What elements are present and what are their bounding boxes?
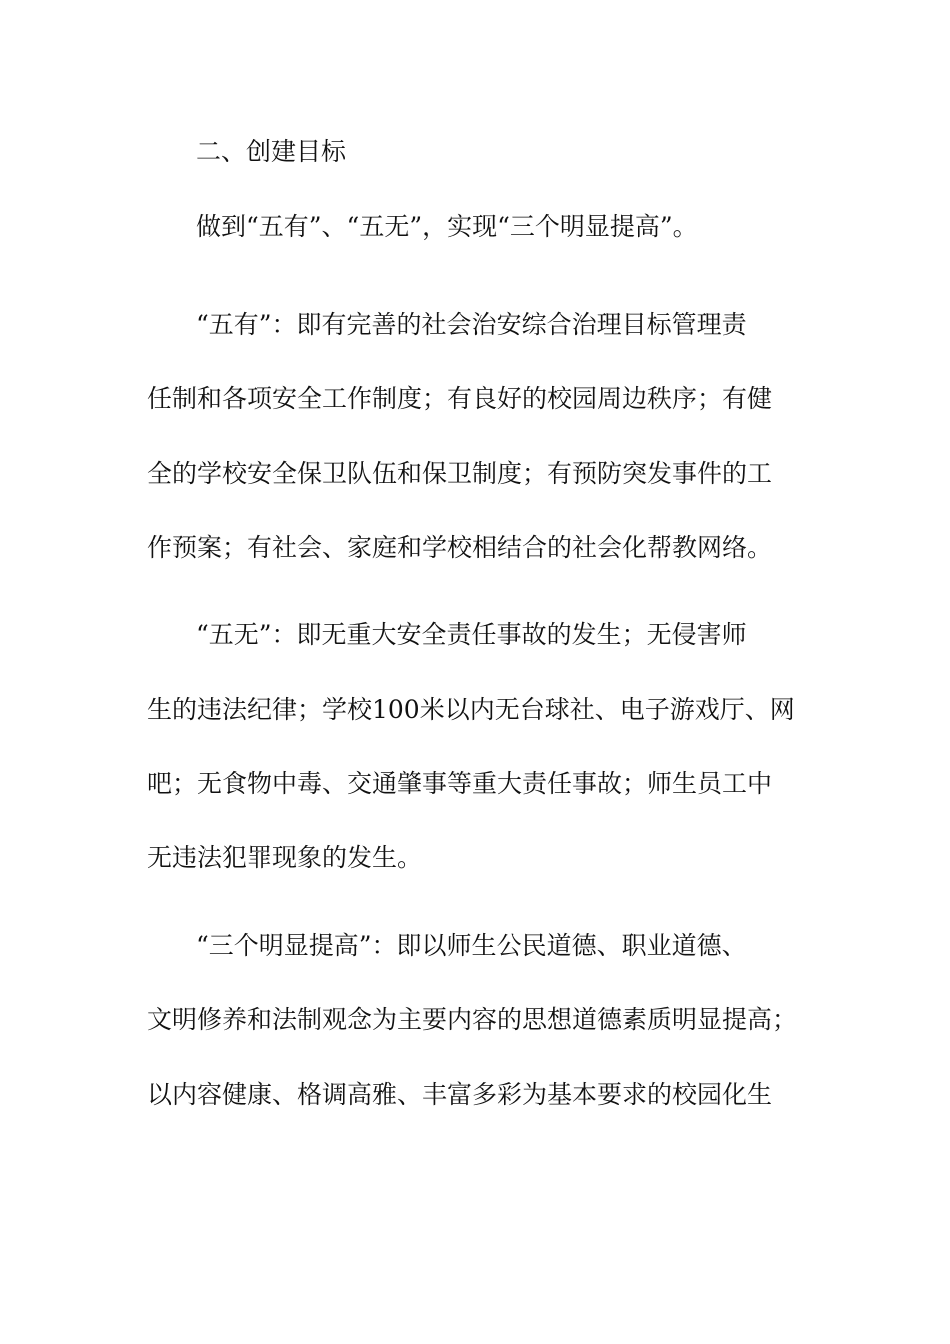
wuyou-line-4: 作预案；有社会、家庭和学校相结合的社会化帮教网络。: [147, 533, 773, 562]
sange-line-2: 文明修养和法制观念为主要内容的思想道德素质明显提高；: [147, 1005, 798, 1034]
sange-line-1: “三个明显提高”：即以师生公民道德、职业道德、: [196, 931, 747, 960]
intro-paragraph: 做到“五有”、“五无”，实现“三个明显提高”。: [196, 212, 698, 241]
wuyou-line-3: 全的学校安全保卫队伍和保卫制度；有预防突发事件的工: [147, 459, 773, 488]
wuwu-line-2: 生的违法纪律；学校100米以内无台球社、电子游戏厅、网: [147, 695, 795, 724]
wuwu-line-4: 无违法犯罪现象的发生。: [147, 843, 423, 872]
sange-line-3: 以内容健康、格调高雅、丰富多彩为基本要求的校园化生: [147, 1080, 773, 1109]
wuwu-line-1: “五无”：即无重大安全责任事故的发生；无侵害师: [196, 620, 747, 649]
section-heading: 二、创建目标: [196, 137, 347, 166]
wuyou-line-2: 任制和各项安全工作制度；有良好的校园周边秩序；有健: [147, 384, 773, 413]
wuyou-line-1: “五有”：即有完善的社会治安综合治理目标管理责: [196, 310, 747, 339]
wuwu-line-3: 吧；无食物中毒、交通肇事等重大责任事故；师生员工中: [147, 769, 773, 798]
